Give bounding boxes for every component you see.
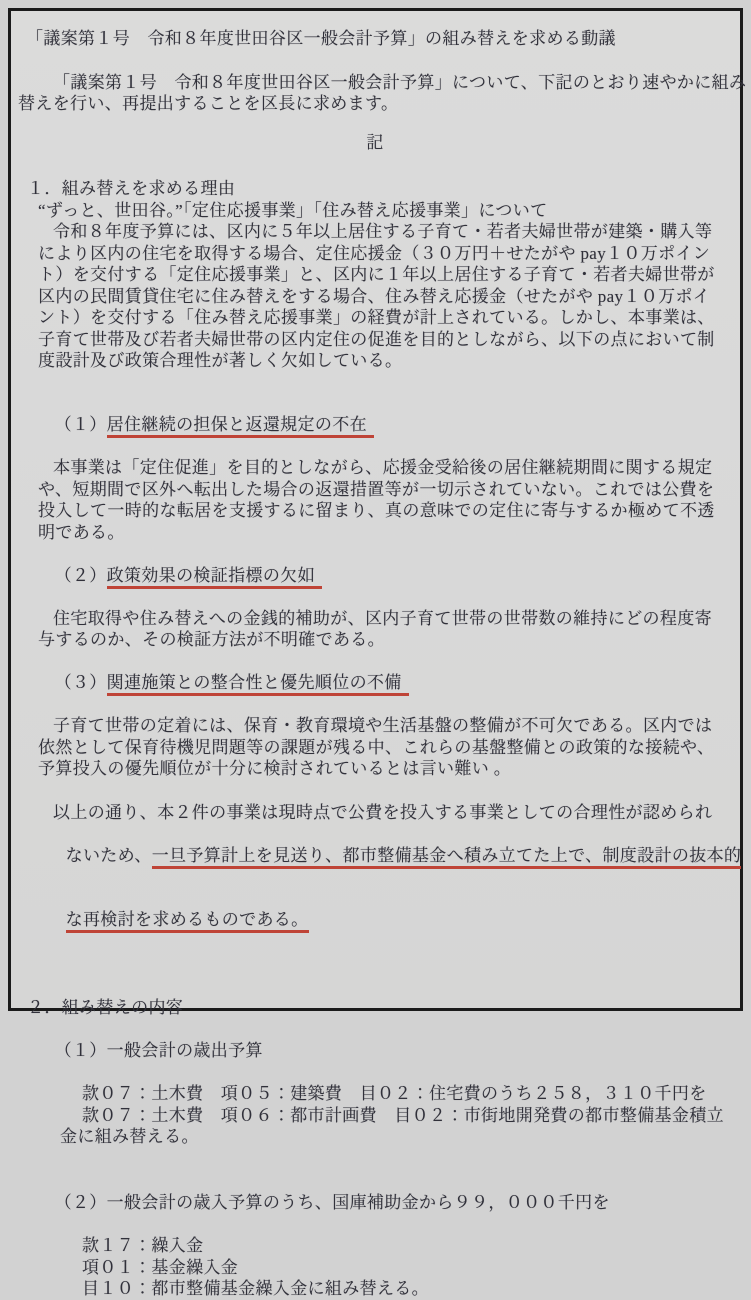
section1-heading: １．組み替えを求める理由	[27, 179, 236, 198]
motion-document-sheet	[8, 8, 747, 1298]
section2-item1-marker: （１）	[54, 1041, 107, 1060]
budget-detail-line: 金に組み替える。	[60, 1127, 199, 1146]
paragraph-line: 度設計及び政策合理性が著しく欠如している。	[38, 351, 403, 370]
closing-plain-text: ないため、	[65, 845, 152, 865]
section2-heading: ２．組み替えの内容	[27, 998, 184, 1017]
budget-detail-line: 目１０：都市整備基金繰入金に組み替える。	[82, 1279, 429, 1298]
paragraph-line: ント）を交付する「住み替え応援事業」の経費が計上されている。しかし、本事業は、	[38, 308, 715, 327]
ki-marker: 記	[366, 132, 384, 152]
section1-subheading: “ずっと、世田谷。”「定住応援事業」「住み替え応援事業」について	[38, 200, 548, 220]
item3-body-line: 依然として保育待機児問題等の課題が残る中、これらの基盤整備との政策的な接続や、	[38, 737, 715, 757]
item2-underlined-title: 政策効果の検証指標の欠如	[107, 566, 322, 589]
section2-item1-heading	[18, 1019, 732, 1084]
item2-body-line: 住宅取得や住み替えへの金銭的補助が、区内子育て世帯の世帯数の維持にどの程度寄	[53, 608, 712, 628]
item1-body-line: や、短期間で区外へ転出した場合の返還措置等が一切示されていない。これでは公費を	[38, 479, 715, 499]
paragraph-line: ト）を交付する「定住応援事業」と、区内に１年以上居住する子育て・若者夫婦世帯が	[38, 265, 715, 284]
closing-underlined-text: な再検討を求めるものである。	[66, 910, 309, 933]
paragraph-line: により区内の住宅を取得する場合、定住応援金（３０万円＋せたがや pay１０万ポイン	[38, 243, 711, 263]
closing-line	[18, 888, 732, 953]
closing-line	[18, 823, 742, 888]
budget-detail-line: 款０７：土木費 項０５：建築費 目０２：住宅費のうち２５８，３１０千円を	[82, 1084, 707, 1103]
document-title: 「議案第１号 令和８年度世田谷区一般会計予算」の組み替えを求める動議	[26, 29, 616, 48]
item1-body-line: 本事業は「定住促進」を目的としながら、応援金受給後の居住継続期間に関する規定	[53, 458, 713, 477]
budget-detail-line: 款０７：土木費 項０６：都市計画費 目０２：市街地開発費の都市整備基金積立	[82, 1105, 724, 1125]
item3-heading	[18, 651, 732, 716]
section2-item2-title: 一般会計の歳入予算のうち、国庫補助金から９９，０００千円を	[106, 1193, 610, 1212]
item1-underlined-title: 居住継続の担保と返還規定の不在	[107, 415, 374, 438]
item1-heading	[18, 393, 732, 458]
item3-underlined-title: 関連施策との整合性と優先順位の不備	[107, 673, 409, 696]
section2-item2-marker: （２）	[54, 1193, 107, 1212]
intro-line: 替えを行い、再提出することを区長に求めます。	[18, 94, 399, 113]
closing-underlined-text: 一旦予算計上を見送り、都市整備基金へ積み立てた上で、制度設計の抜本的	[152, 846, 742, 869]
section2-item2-heading	[18, 1171, 732, 1236]
item1-body-line: 投入して一時的な転居を支援するに留まり、真の意味での定住に寄与するか極めて不透	[38, 501, 715, 520]
item1-marker: （１）	[54, 415, 107, 434]
item3-body-line: 子育て世帯の定着には、保育・教育環境や生活基盤の整備が不可欠である。区内では	[53, 716, 713, 735]
budget-detail-line: 款１７：繰入金	[82, 1236, 204, 1255]
paragraph-line: 令和８年度予算には、区内に５年以上居住する子育て・若者夫婦世帯が建築・購入等	[53, 222, 713, 241]
item2-heading	[18, 543, 732, 608]
item3-body-line: 予算投入の優先順位が十分に検討されているとは言い難い 。	[38, 759, 512, 778]
budget-detail-line: 項０１：基金繰入金	[82, 1257, 239, 1277]
paragraph-line: 区内の民間賃貸住宅に住み替えをする場合、住み替え応援金（せたがや pay１０万ポイ	[38, 286, 711, 306]
paragraph-line: 子育て世帯及び若者夫婦世帯の区内定住の促進を目的としながら、以下の点において制	[38, 329, 715, 349]
closing-line: 以上の通り、本２件の事業は現時点で公費を投入する事業としての合理性が認められ	[53, 802, 713, 822]
item2-body-line: 与するのか、その検証方法が不明確である。	[38, 630, 385, 649]
section2-item1-title: 一般会計の歳出予算	[106, 1041, 263, 1060]
intro-line: 「議案第１号 令和８年度世田谷区一般会計予算」について、下記のとおり速やかに組み	[53, 72, 747, 92]
item2-marker: （２）	[54, 565, 107, 585]
item3-marker: （３）	[54, 673, 107, 692]
item1-body-line: 明である。	[38, 522, 125, 542]
